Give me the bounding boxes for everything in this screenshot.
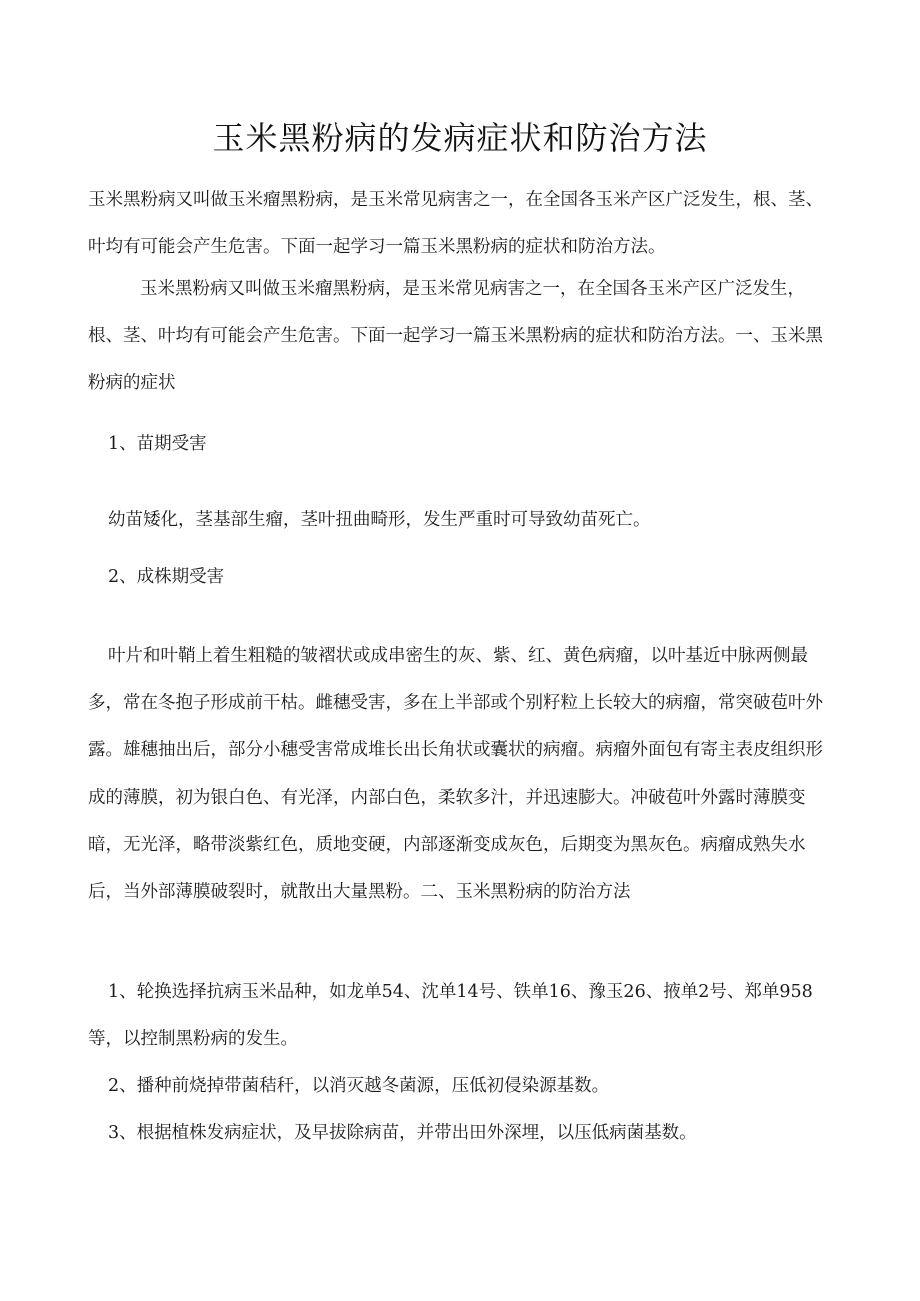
control-method-1: 1、轮换选择抗病玉米品种，如龙单54、沈单14号、铁单16、豫玉26、掖单2号、郑单958等，以控制黑粉病的发生。 [88,982,813,1049]
control-method-3: 3、根据植株发病症状，及早拔除病苗，并带出田外深埋，以压低病菌基数。 [108,1123,697,1143]
document-title: 玉米黑粉病的发病症状和防治方法 [212,119,708,157]
seedling-damage-text: 幼苗矮化，茎基部生瘤，茎叶扭曲畸形，发生严重时可导致幼苗死亡。 [108,510,651,530]
mature-damage-paragraph [88,633,832,916]
mature-damage-text: 叶片和叶鞘上着生粗糙的皱褶状或成串密生的灰、紫、红、黄色病瘤，以叶基近中脉两侧最多，常在冬抱子形成前干枯。雌穗受害，多在上半部或个别籽粒上长较大的病瘤，常突破苞叶外露。雄穗抽出后，部分小穗受害常成堆长出长角状或囊状的病瘤。病瘤外面包有寄主表皮组织形成的薄膜，初为银白色、有光泽，内部白色，柔软多汁，并迅速膨大。冲破苞叶外露时薄膜变暗，无光泽，略带淡紫红色，质地变硬，内部逐渐变成灰色，后期变为黑灰色。病瘤成熟失水后，当外部薄膜破裂时，就散出大量黑粉。二、玉米黑粉病的防治方法 [88,646,823,903]
control-method-2: 2、播种前烧掉带菌秸秆，以消灭越冬菌源，压低初侵染源基数。 [108,1076,610,1096]
symptoms-intro-paragraph: 玉米黑粉病又叫做玉米瘤黑粉病，是玉米常见病害之一，在全国各玉米产区广泛发生，根、茎、叶均有可能会产生危害。下面一起学习一篇玉米黑粉病的症状和防治方法。一、玉米黑粉病的症状 [88,279,823,393]
control-methods [88,969,832,1157]
intro-paragraph: 玉米黑粉病又叫做玉米瘤黑粉病，是玉米常见病害之一，在全国各玉米产区广泛发生，根、茎、叶均有可能会产生危害。下面一起学习一篇玉米黑粉病的症状和防治方法。 [88,190,823,257]
heading-seedling-damage: 1、苗期受害 [108,434,207,454]
heading-mature-damage: 2、成株期受害 [108,567,225,587]
